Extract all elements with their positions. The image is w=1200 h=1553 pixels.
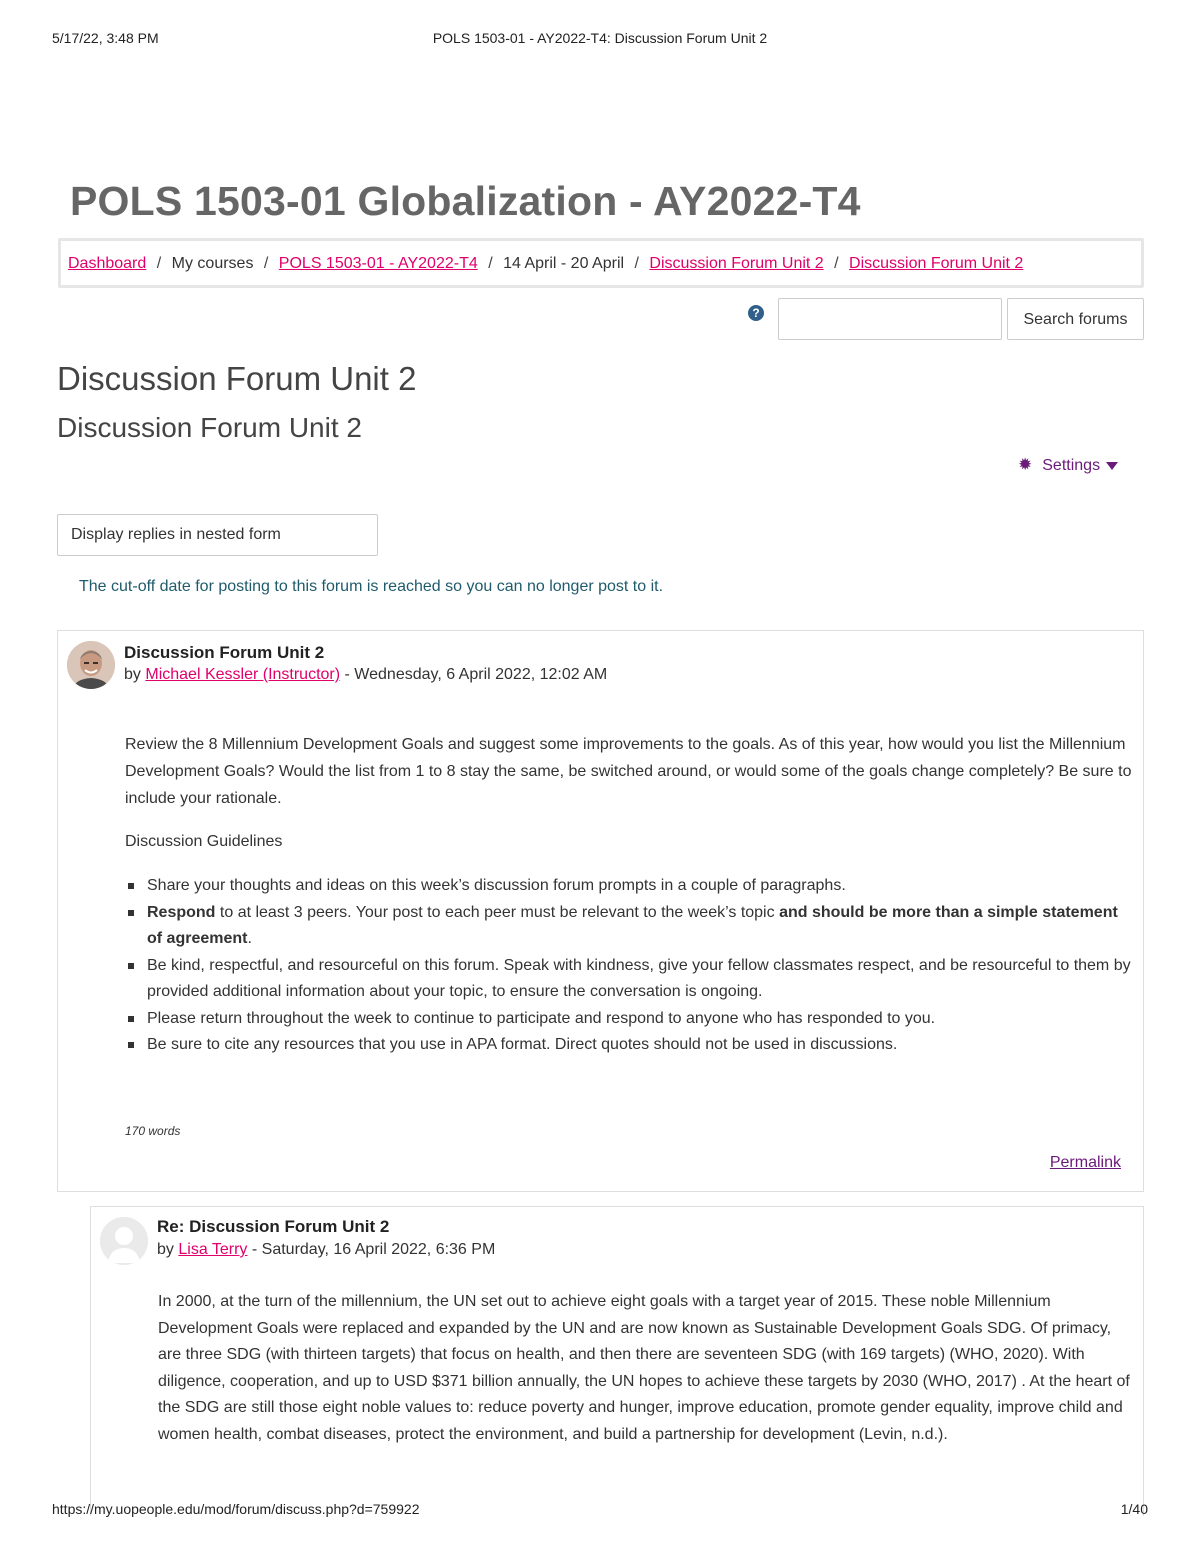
- post-content: [125, 731, 1137, 1059]
- author-avatar[interactable]: [67, 641, 115, 689]
- display-mode-select[interactable]: Display replies in nested form: [57, 514, 378, 556]
- print-page-number: 1/40: [1120, 1501, 1148, 1517]
- guideline-text: Be kind, respectful, and resourceful on this forum. Speak with kindness, give your fellow classmates respect, and be resourceful to them by provided additional information about your topic, to ensure the conversation is ongoing.: [147, 956, 1131, 1000]
- print-footer: [52, 1501, 1148, 1521]
- breadcrumb-discussion-link[interactable]: Discussion Forum Unit 2: [849, 255, 1024, 272]
- breadcrumb-my-courses: My courses: [171, 255, 254, 272]
- list-item: [125, 900, 1137, 953]
- forum-post: [57, 630, 1144, 1192]
- post-byline: [124, 666, 607, 684]
- post-subject: Discussion Forum Unit 2: [124, 643, 325, 662]
- post-date: - Saturday, 16 April 2022, 6:36 PM: [251, 1241, 496, 1258]
- caret-down-icon: [1106, 462, 1118, 470]
- guideline-bold: Respond: [147, 903, 216, 921]
- guideline-text: to at least 3 peers. Your post to each peer must be relevant to the week’s topic: [215, 903, 780, 921]
- cutoff-notice: The cut-off date for posting to this forum is reached so you can no longer post to it.: [79, 578, 664, 595]
- list-item: [125, 1032, 1137, 1059]
- post-by-label: by: [124, 666, 141, 683]
- search-forums-button[interactable]: Search forums: [1007, 298, 1144, 340]
- print-url: https://my.uopeople.edu/mod/forum/discuss.php?d=759922: [52, 1501, 420, 1517]
- post-byline: [157, 1241, 495, 1259]
- forum-reply-post: [90, 1206, 1144, 1516]
- post-by-label: by: [157, 1241, 174, 1258]
- settings-menu[interactable]: [1018, 455, 1118, 475]
- breadcrumb-forum-link[interactable]: Discussion Forum Unit 2: [649, 255, 824, 272]
- guideline-text: Please return throughout the week to continue to participate and respond to anyone who has responded to you.: [147, 1009, 936, 1027]
- breadcrumb-section: 14 April - 20 April: [503, 255, 625, 272]
- breadcrumb-dashboard-link[interactable]: Dashboard: [68, 255, 147, 272]
- list-item: [125, 1006, 1137, 1033]
- print-header: [52, 30, 1148, 50]
- list-item: [125, 873, 1137, 900]
- gear-icon: ✹: [1018, 455, 1033, 474]
- help-icon[interactable]: ?: [748, 305, 764, 321]
- guidelines-title: Discussion Guidelines: [125, 833, 283, 850]
- post-content: [158, 1289, 1133, 1464]
- post-author-link[interactable]: Lisa Terry: [178, 1241, 248, 1258]
- discussion-heading: Discussion Forum Unit 2: [57, 412, 362, 443]
- breadcrumb-separator: /: [488, 255, 493, 272]
- post-paragraph: Review the 8 Millennium Development Goals and suggest some improvements to the goals. As of this year, how would you list the Millennium Development Goals? Would the list from 1 to 8 stay the same, be switched around, or would some of the goals change completely? Be sure to include your rationale.: [125, 736, 1132, 807]
- guideline-text: Be sure to cite any resources that you use in APA format. Direct quotes should not be used in discussions.: [147, 1036, 898, 1053]
- breadcrumb-separator: /: [834, 255, 839, 272]
- post-date: - Wednesday, 6 April 2022, 12:02 AM: [344, 666, 608, 683]
- post-subject: Re: Discussion Forum Unit 2: [157, 1217, 390, 1236]
- settings-label: Settings: [1042, 457, 1101, 474]
- breadcrumb-separator: /: [156, 255, 162, 272]
- guideline-text: Share your thoughts and ideas on this week’s discussion forum prompts in a couple of paragraphs.: [147, 877, 846, 894]
- course-title: POLS 1503-01 Globalization - AY2022-T4: [70, 178, 861, 224]
- guidelines-list: [125, 873, 1137, 1059]
- print-page-title: POLS 1503-01 - AY2022-T4: Discussion Forum Unit 2: [432, 30, 768, 46]
- list-item: [125, 953, 1137, 1006]
- post-author-link[interactable]: Michael Kessler (Instructor): [145, 666, 341, 683]
- breadcrumb-separator: /: [263, 255, 269, 272]
- breadcrumb-separator: /: [634, 255, 639, 272]
- permalink-link[interactable]: Permalink: [1049, 1154, 1121, 1171]
- forum-heading: Discussion Forum Unit 2: [57, 360, 417, 397]
- user-default-icon: [100, 1217, 148, 1265]
- breadcrumb: [58, 238, 1144, 288]
- breadcrumb-course-link[interactable]: POLS 1503-01 - AY2022-T4: [278, 255, 478, 272]
- person-photo-icon: [67, 641, 115, 689]
- author-avatar[interactable]: [100, 1217, 148, 1265]
- search-forums-input[interactable]: [778, 298, 1002, 340]
- print-datetime: 5/17/22, 3:48 PM: [52, 30, 159, 46]
- guideline-bold: and should be more than a simple statement of agreement: [147, 903, 1118, 947]
- guideline-text: .: [247, 930, 252, 947]
- post-paragraph: In 2000, at the turn of the millennium, the UN set out to achieve eight goals with a target year of 2015. These noble Millennium Development Goals were replaced and expanded by the UN and are now known as Sustainable Development Goals SDG. Of primacy, are three SDG (with thirteen targets) that focus on health, and then there are seventeen SDG (with 169 targets) (WHO, 2020). With diligence, cooperation, and up to USD $371 billion annually, the UN hopes to achieve these targets by 2030 (WHO, 2017) . At the heart of the SDG are still those eight noble values to: reduce poverty and hunger, improve education, promote gender equality, improve child and women health, combat diseases, protect the environment, and build a partnership for development (Levin, n.d.).: [158, 1293, 1130, 1443]
- word-count: 170 words: [125, 1124, 181, 1138]
